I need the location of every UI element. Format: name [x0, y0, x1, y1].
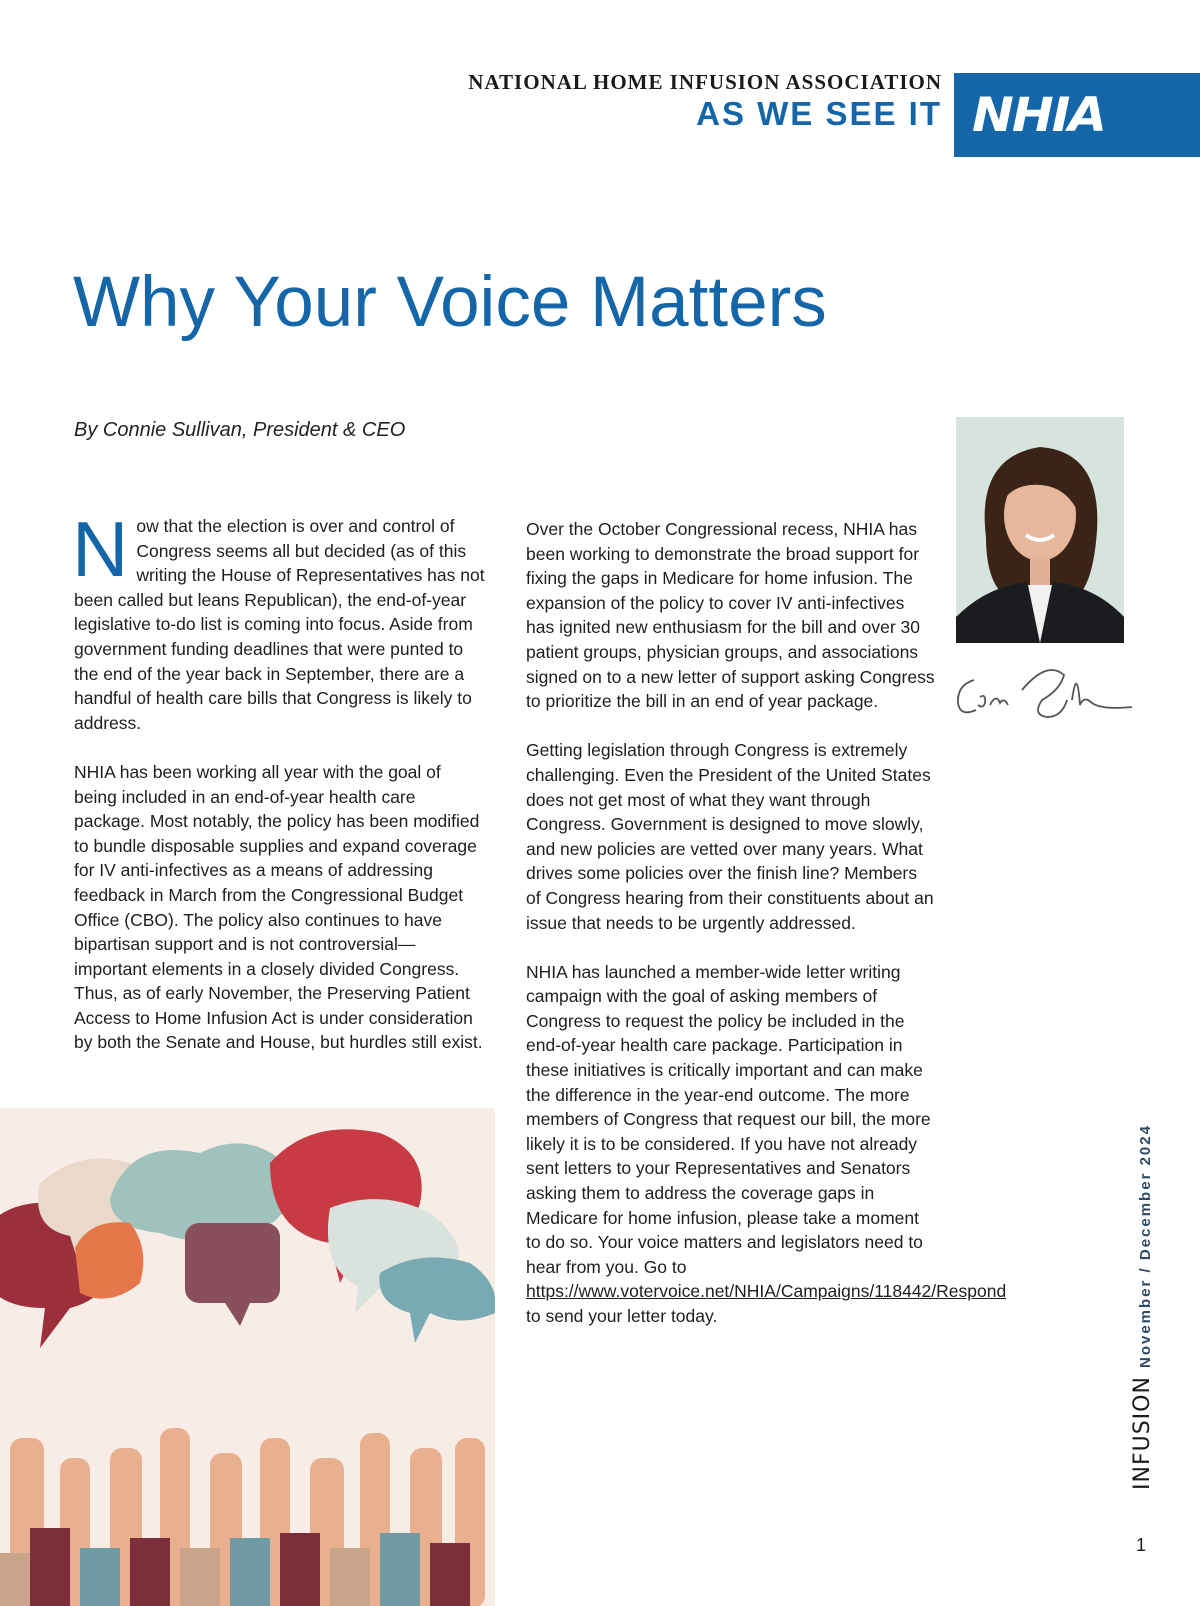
paragraph: [72, 505, 486, 735]
paragraph: Over the October Congressional recess, NHIA has been working to demonstrate the broad support for fixing the gaps in Medicare for home infusion. The expansion of the policy to cover IV anti-infectives has ignited new enthusiasm for the bill and over 30 patient groups, physician groups, and associations signed on to a new letter of support asking Congress to prioritize the bill in an end of year package.: [526, 519, 935, 712]
logo-text: NHIA: [972, 87, 1105, 143]
masthead: [468, 70, 942, 134]
paragraph-text: to send your letter today.: [526, 1306, 718, 1326]
author-portrait: [956, 417, 1124, 643]
paragraph: NHIA has been working all year with the goal of being included in an end-of-year health care package. Most notably, the policy has been modified to bundle disposable supplies and expand coverage for IV anti-infectives as a means of addressing feedback in March from the Congressional Budget Office (CBO). The policy also continues to have bipartisan support and is not controversial—important elements in a closely divided Congress. Thus, as of early November, the Preserving Patient Access to Home Infusion Act is under consideration by both the Senate and House, but hurdles still exist.: [74, 761, 483, 1053]
article-title: Why Your Voice Matters: [73, 263, 827, 342]
article-column-left: [72, 505, 486, 1080]
drop-cap: N: [72, 505, 129, 593]
byline: By Connie Sullivan, President & CEO: [74, 419, 406, 441]
paragraph-text: ow that the election is over and control of Congress seems all but decided (as of this writing the House of Representatives has not been called but leans Republican), the end-of-year legislative to-do list is coming into focus. Aside from government funding deadlines that were punted to the end of the year back in September, there are a handful of health care bills that Congress is likely to address.: [74, 516, 485, 733]
campaign-link[interactable]: https://www.votervoice.net/NHIA/Campaigns/118442/Respond: [526, 1281, 1007, 1302]
paragraph: Getting legislation through Congress is extremely challenging. Even the President of the United States does not get most of what they want through Congress. Government is designed to move slowly, and new policies are vetted over many years. What drives some policies over the finish line? Members of Congress hearing from their constituents about an issue that needs to be urgently addressed.: [526, 740, 934, 933]
nhia-logo: [954, 73, 1200, 157]
page-number: 1: [1136, 1535, 1147, 1555]
author-signature: [952, 655, 1137, 725]
paragraph-text: NHIA has launched a member-wide letter writing campaign with the goal of asking members of Congress to request the policy be included in the end-of-year health care package. Participation in these initiatives is critically important and can make the difference in the year-end outcome. The more members of Congress that request our bill, the more likely it is to be considered. If you have not already sent letters to your Representatives and Senators asking them to address the coverage gaps in Medicare for home infusion, please take a moment to do so. Your voice matters and legislators need to hear from you. Go to: [526, 961, 931, 1277]
portrait-illustration: [956, 417, 1124, 643]
article-column-right: [526, 517, 1007, 1353]
speech-bubbles-illustration: [0, 1108, 495, 1606]
organization-name: NATIONAL HOME INFUSION ASSOCIATION: [468, 70, 942, 94]
paragraph: [526, 960, 1007, 1329]
section-tagline: AS WE SEE IT: [696, 95, 942, 132]
raised-hands-illustration: [0, 1108, 495, 1606]
issue-date: November / December 2024: [1137, 1124, 1154, 1368]
magazine-name: INFUSION: [1130, 1376, 1155, 1490]
